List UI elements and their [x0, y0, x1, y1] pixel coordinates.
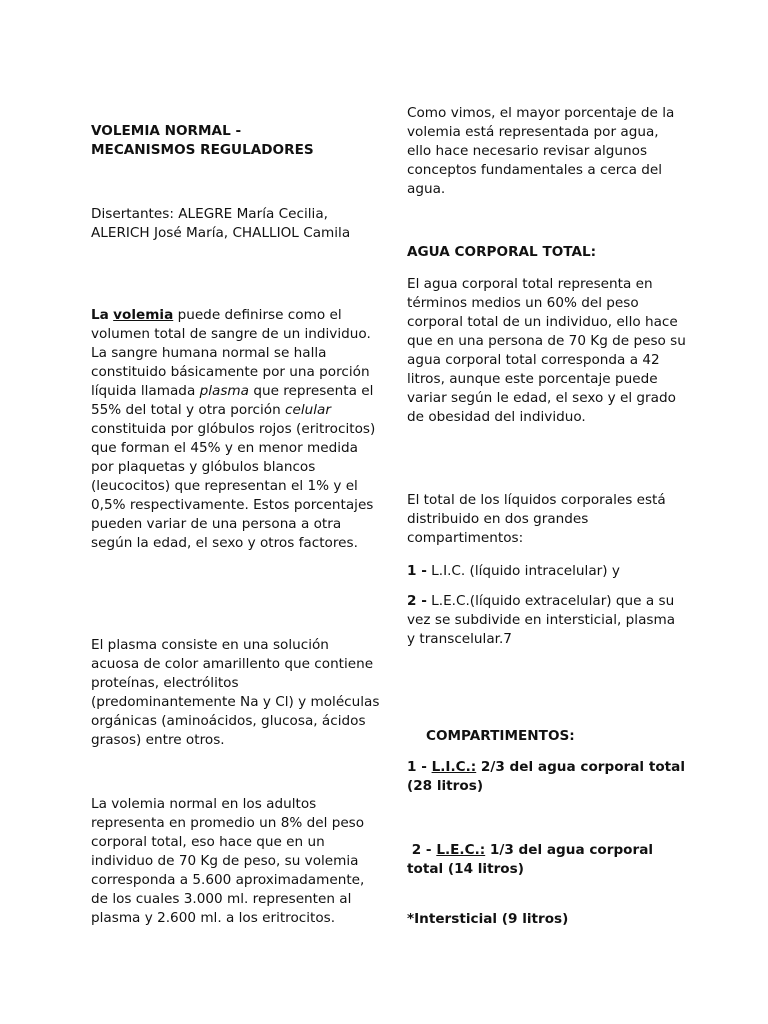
compartment-lic — [407, 758, 687, 796]
heading-agua-corporal-total: AGUA CORPORAL TOTAL: — [407, 244, 597, 260]
paragraph-volemia-adults: La volemia normal en los adultos representa en promedio un 8% del peso corporal total, eso hace que en un individuo de 70 Kg de peso, su volemia corresponda a 5.600 aproximadamente, de los cuales 3.000 ml. representen al plasma y 2.600 ml. a los eritrocitos. — [91, 796, 365, 926]
list-item-lic — [407, 562, 687, 581]
paragraph-volemia-definition — [91, 306, 381, 553]
item2-number: 2 - — [407, 593, 427, 609]
p1-text-2: que representa el 55% del total y otra porción — [91, 383, 374, 418]
paragraph-intro: Como vimos, el mayor porcentaje de la volemia está representada por agua, ello hace necesario revisar algunos conceptos fundamentales a cerca del agua. — [407, 105, 675, 197]
list-item-lec — [407, 592, 687, 649]
comp2-number: 2 - — [411, 842, 432, 858]
comp2-abbr: L.E.C.: — [436, 842, 486, 858]
item1-text: L.I.C. (líquido intracelular) y — [431, 563, 620, 579]
comp1-number: 1 - — [407, 759, 427, 775]
celular-term: celular — [285, 402, 331, 418]
title-line-2: MECANISMOS REGULADORES — [91, 142, 314, 158]
p1-text-3: constituida por glóbulos rojos (eritrocitos) que forman el 45% y en menor medida por plaquetas y glóbulos blancos (leucocitos) que representan el 1% y el 0,5% respectivamente. Estos porcentajes pueden variar de una persona a otra según la edad, el sexo y otros factores. — [91, 421, 376, 551]
p1-text-1: puede definirse como el volumen total de sangre de un individuo. La sangre humana normal se halla constituido básicamente por una porción líquida llamada — [91, 307, 371, 399]
comp1-abbr: L.I.C.: — [431, 759, 477, 775]
la-word: La — [91, 307, 109, 323]
item1-number: 1 - — [407, 563, 427, 579]
compartment-lec — [407, 841, 687, 879]
comp1-text: 2/3 del agua corporal total (28 litros) — [407, 759, 685, 794]
volemia-term: volemia — [113, 307, 174, 323]
paragraph-plasma: El plasma consiste en una solución acuosa de color amarillento que contiene proteínas, electrólitos (predominantemente Na y Cl) y moléculas orgánicas (aminoácidos, glucosa, ácidos grasos) entre otros. — [91, 637, 380, 748]
paragraph-total-liquidos: El total de los líquidos corporales está distribuido en dos grandes compartimentos: — [407, 492, 666, 546]
plasma-term: plasma — [199, 383, 249, 399]
title-line-1: VOLEMIA NORMAL - — [91, 123, 242, 139]
item2-text: L.E.C.(líquido extracelular) que a su vez se subdivide en intersticial, plasma y transcelular.7 — [407, 593, 676, 647]
heading-compartimentos: COMPARTIMENTOS: — [426, 728, 575, 744]
comp2-text: 1/3 del agua corporal total (14 litros) — [407, 842, 654, 877]
speakers-line: Disertantes: ALEGRE María Cecilia, ALERICH José María, CHALLIOL Camila — [91, 206, 351, 241]
intersticial-line: *Intersticial (9 litros) — [407, 911, 569, 927]
paragraph-agua-corporal: El agua corporal total representa en términos medios un 60% del peso corporal total de un individuo, ello hace que en una persona de 70 Kg de peso su agua corporal total corresponda a 42 litros, aunque este porcentaje puede variar según le edad, el sexo y el grado de obesidad del individuo. — [407, 276, 686, 425]
document-title — [91, 122, 381, 160]
